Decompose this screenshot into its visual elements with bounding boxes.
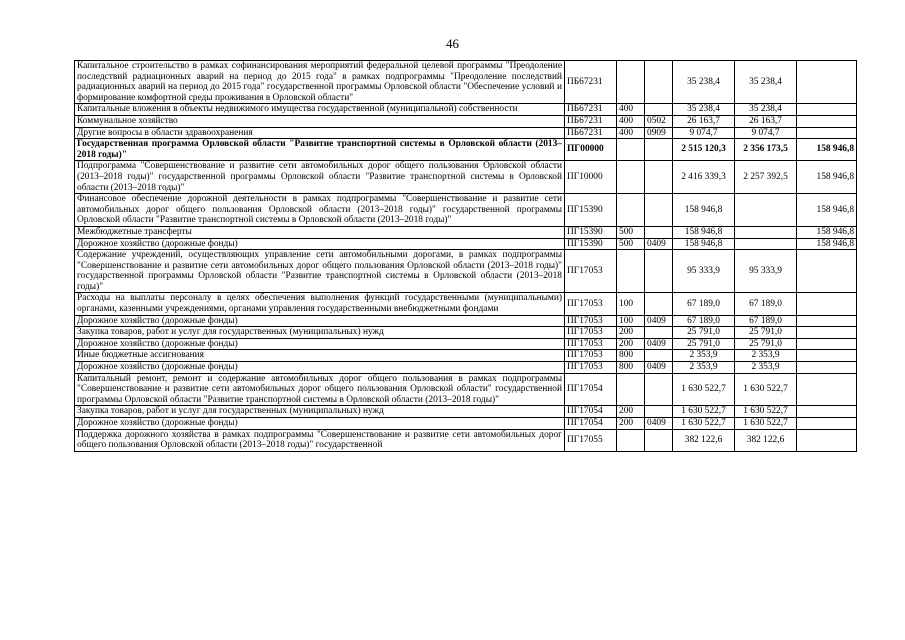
- row-amount-own: [735, 226, 797, 238]
- row-description: Коммунальное хозяйство: [75, 115, 565, 127]
- row-target-code: ПГ17054: [565, 406, 617, 418]
- row-expense-type: 400: [617, 115, 645, 127]
- row-section-code: [645, 226, 673, 238]
- row-expense-type: [617, 429, 645, 451]
- row-section-code: [645, 139, 673, 161]
- row-target-code: ПБ67231: [565, 61, 617, 104]
- row-amount-own: 26 163,7: [735, 115, 797, 127]
- row-section-code: [645, 161, 673, 194]
- row-amount-own: 2 356 173,5: [735, 139, 797, 161]
- table-row: [75, 418, 857, 430]
- row-description: Дорожное хозяйство (дорожные фонды): [75, 418, 565, 430]
- row-description: Расходы на выплаты персоналу в целях обеспечения выполнения функций государственными (муниципальными) органами, казенными учреждениями, органами управления государственными внебюджетными фондами: [75, 293, 565, 315]
- row-section-code: [645, 350, 673, 362]
- row-expense-type: 100: [617, 315, 645, 327]
- row-section-code: [645, 373, 673, 406]
- row-section-code: [645, 327, 673, 339]
- row-amount-federal: 158 946,8: [797, 139, 857, 161]
- row-section-code: [645, 250, 673, 293]
- row-amount-federal: 158 946,8: [797, 194, 857, 227]
- row-section-code: 0409: [645, 238, 673, 250]
- row-target-code: ПГ17053: [565, 350, 617, 362]
- row-section-code: 0409: [645, 362, 673, 374]
- row-amount-own: 95 333,9: [735, 250, 797, 293]
- row-target-code: ПБ67231: [565, 115, 617, 127]
- table-row: [75, 104, 857, 116]
- row-amount-total: 2 515 120,3: [673, 139, 735, 161]
- row-amount-total: 9 074,7: [673, 127, 735, 139]
- table-row: [75, 61, 857, 104]
- row-amount-federal: [797, 115, 857, 127]
- row-section-code: [645, 429, 673, 451]
- row-section-code: [645, 104, 673, 116]
- row-expense-type: 100: [617, 293, 645, 315]
- row-amount-own: [735, 238, 797, 250]
- row-target-code: ПГ17053: [565, 250, 617, 293]
- row-expense-type: [617, 139, 645, 161]
- row-description: Дорожное хозяйство (дорожные фонды): [75, 315, 565, 327]
- row-amount-federal: [797, 293, 857, 315]
- row-section-code: [645, 406, 673, 418]
- table-row: [75, 350, 857, 362]
- row-section-code: [645, 61, 673, 104]
- row-amount-own: 67 189,0: [735, 315, 797, 327]
- row-expense-type: 400: [617, 104, 645, 116]
- row-description: Межбюджетные трансферты: [75, 226, 565, 238]
- row-expense-type: 500: [617, 238, 645, 250]
- row-description: Содержание учреждений, осуществляющих управление сети автомобильными дорогами, в рамках подпрограммы "Совершенствование и развитие сети автомобильных дорог общего пользования Орловской области (2013–2018 годы)" государственной программы Орловской области "Развитие транспортной системы в Орловской области (2013–2018 годы)": [75, 250, 565, 293]
- row-target-code: ПГ17055: [565, 429, 617, 451]
- row-amount-own: 67 189,0: [735, 293, 797, 315]
- row-amount-federal: [797, 373, 857, 406]
- row-section-code: [645, 194, 673, 227]
- row-amount-own: 2 353,9: [735, 362, 797, 374]
- row-description: Закупка товаров, работ и услуг для государственных (муниципальных) нужд: [75, 327, 565, 339]
- row-amount-federal: [797, 127, 857, 139]
- row-amount-federal: [797, 61, 857, 104]
- row-amount-own: 35 238,4: [735, 61, 797, 104]
- row-section-code: [645, 293, 673, 315]
- row-target-code: ПГ15390: [565, 226, 617, 238]
- table-row: [75, 315, 857, 327]
- row-amount-own: 35 238,4: [735, 104, 797, 116]
- row-expense-type: [617, 373, 645, 406]
- row-amount-own: 1 630 522,7: [735, 418, 797, 430]
- row-target-code: ПГ17054: [565, 373, 617, 406]
- row-amount-federal: [797, 327, 857, 339]
- row-amount-total: 95 333,9: [673, 250, 735, 293]
- table-row: [75, 139, 857, 161]
- row-amount-total: 25 791,0: [673, 338, 735, 350]
- row-amount-total: 1 630 522,7: [673, 373, 735, 406]
- table-row: [75, 373, 857, 406]
- row-expense-type: [617, 61, 645, 104]
- row-description: Поддержка дорожного хозяйства в рамках подпрограммы "Совершенствование и развитие сети автомобильных дорог общего пользования Орловской области (2013–2018 годы)" государственной: [75, 429, 565, 451]
- row-expense-type: [617, 161, 645, 194]
- row-amount-own: 2 353,9: [735, 350, 797, 362]
- budget-table-body: [75, 61, 857, 452]
- row-section-code: 0409: [645, 418, 673, 430]
- row-description: Дорожное хозяйство (дорожные фонды): [75, 238, 565, 250]
- row-target-code: ПГ00000: [565, 139, 617, 161]
- row-description: Финансовое обеспечение дорожной деятельности в рамках подпрограммы "Совершенствование и развитие сети автомобильных дорог общего пользования Орловской области (2013–2018 годы)" государственной программы Орловской области "Развитие транспортной системы в Орловской области (2013–2018 годы)": [75, 194, 565, 227]
- row-target-code: ПГ10000: [565, 161, 617, 194]
- row-amount-federal: 158 946,8: [797, 226, 857, 238]
- row-target-code: ПБ67231: [565, 127, 617, 139]
- row-target-code: ПГ15390: [565, 238, 617, 250]
- row-target-code: ПГ17053: [565, 338, 617, 350]
- row-amount-total: 2 353,9: [673, 350, 735, 362]
- row-amount-total: 35 238,4: [673, 104, 735, 116]
- row-description: Дорожное хозяйство (дорожные фонды): [75, 362, 565, 374]
- row-amount-own: 9 074,7: [735, 127, 797, 139]
- row-expense-type: [617, 194, 645, 227]
- row-amount-total: 1 630 522,7: [673, 406, 735, 418]
- row-amount-total: 25 791,0: [673, 327, 735, 339]
- table-row: [75, 362, 857, 374]
- table-row: [75, 127, 857, 139]
- table-row: [75, 406, 857, 418]
- table-row: [75, 250, 857, 293]
- row-amount-federal: [797, 104, 857, 116]
- row-target-code: ПБ67231: [565, 104, 617, 116]
- row-amount-federal: 158 946,8: [797, 161, 857, 194]
- row-amount-total: 382 122,6: [673, 429, 735, 451]
- row-expense-type: 500: [617, 226, 645, 238]
- row-description: Государственная программа Орловской области "Развитие транспортной системы в Орловской области (2013–2018 годы)": [75, 139, 565, 161]
- row-section-code: 0502: [645, 115, 673, 127]
- row-amount-total: 35 238,4: [673, 61, 735, 104]
- table-row: [75, 293, 857, 315]
- row-amount-federal: [797, 350, 857, 362]
- row-target-code: ПГ17053: [565, 315, 617, 327]
- row-description: Подпрограмма "Совершенствование и развитие сети автомобильных дорог общего пользования Орловской области (2013–2018 годы)" государственной программы Орловской области "Развитие транспортной системы в Орловской области (2013–2018 годы)": [75, 161, 565, 194]
- row-amount-own: 382 122,6: [735, 429, 797, 451]
- row-amount-total: 67 189,0: [673, 315, 735, 327]
- row-amount-federal: [797, 418, 857, 430]
- row-expense-type: 200: [617, 327, 645, 339]
- row-expense-type: 800: [617, 350, 645, 362]
- row-target-code: ПГ17054: [565, 418, 617, 430]
- row-amount-total: 67 189,0: [673, 293, 735, 315]
- row-amount-total: 1 630 522,7: [673, 418, 735, 430]
- row-description: Дорожное хозяйство (дорожные фонды): [75, 338, 565, 350]
- row-amount-total: 158 946,8: [673, 194, 735, 227]
- row-section-code: 0409: [645, 338, 673, 350]
- row-amount-own: [735, 194, 797, 227]
- row-amount-federal: [797, 406, 857, 418]
- row-amount-total: 26 163,7: [673, 115, 735, 127]
- row-section-code: 0409: [645, 315, 673, 327]
- budget-table: [74, 60, 857, 452]
- table-row: [75, 238, 857, 250]
- table-row: [75, 338, 857, 350]
- row-amount-total: 2 353,9: [673, 362, 735, 374]
- row-amount-total: 158 946,8: [673, 226, 735, 238]
- row-amount-federal: [797, 315, 857, 327]
- row-amount-federal: [797, 429, 857, 451]
- row-amount-federal: [797, 338, 857, 350]
- row-amount-own: 25 791,0: [735, 327, 797, 339]
- row-expense-type: 400: [617, 127, 645, 139]
- row-expense-type: 200: [617, 406, 645, 418]
- table-row: [75, 429, 857, 451]
- table-row: [75, 226, 857, 238]
- table-row: [75, 194, 857, 227]
- row-amount-total: 2 416 339,3: [673, 161, 735, 194]
- table-row: [75, 327, 857, 339]
- row-description: Капитальное строительство в рамках софинансирования мероприятий федеральной целевой программы "Преодоление последствий радиационных аварий на период до 2015 года" в рамках подпрограммы "Преодоление последствий радиационных аварий на период до 2015 года" государственной программы Орловской области "Обеспечение условий и формирование комфортной среды проживания в Орловской области": [75, 61, 565, 104]
- row-amount-own: 1 630 522,7: [735, 373, 797, 406]
- table-row: [75, 161, 857, 194]
- row-description: Другие вопросы в области здравоохранения: [75, 127, 565, 139]
- table-row: [75, 115, 857, 127]
- row-amount-own: 1 630 522,7: [735, 406, 797, 418]
- row-amount-total: 158 946,8: [673, 238, 735, 250]
- row-section-code: 0909: [645, 127, 673, 139]
- row-amount-own: 25 791,0: [735, 338, 797, 350]
- row-amount-federal: [797, 250, 857, 293]
- row-expense-type: [617, 250, 645, 293]
- row-description: Капитальные вложения в объекты недвижимого имущества государственной (муниципальной) собственности: [75, 104, 565, 116]
- row-target-code: ПГ17053: [565, 327, 617, 339]
- row-expense-type: 800: [617, 362, 645, 374]
- row-amount-federal: [797, 362, 857, 374]
- row-expense-type: 200: [617, 418, 645, 430]
- row-target-code: ПГ17053: [565, 293, 617, 315]
- row-target-code: ПГ17053: [565, 362, 617, 374]
- row-target-code: ПГ15390: [565, 194, 617, 227]
- row-description: Иные бюджетные ассигнования: [75, 350, 565, 362]
- row-amount-own: 2 257 392,5: [735, 161, 797, 194]
- row-expense-type: 200: [617, 338, 645, 350]
- row-amount-federal: 158 946,8: [797, 238, 857, 250]
- row-description: Капитальный ремонт, ремонт и содержание автомобильных дорог общего пользования в рамках подпрограммы "Совершенствование и развитие сети автомобильных дорог общего пользования Орловской области" государственной программы Орловской области "Развитие транспортной системы в Орловской области (2013–2018 годы)": [75, 373, 565, 406]
- row-description: Закупка товаров, работ и услуг для государственных (муниципальных) нужд: [75, 406, 565, 418]
- page-number: 46: [446, 36, 459, 51]
